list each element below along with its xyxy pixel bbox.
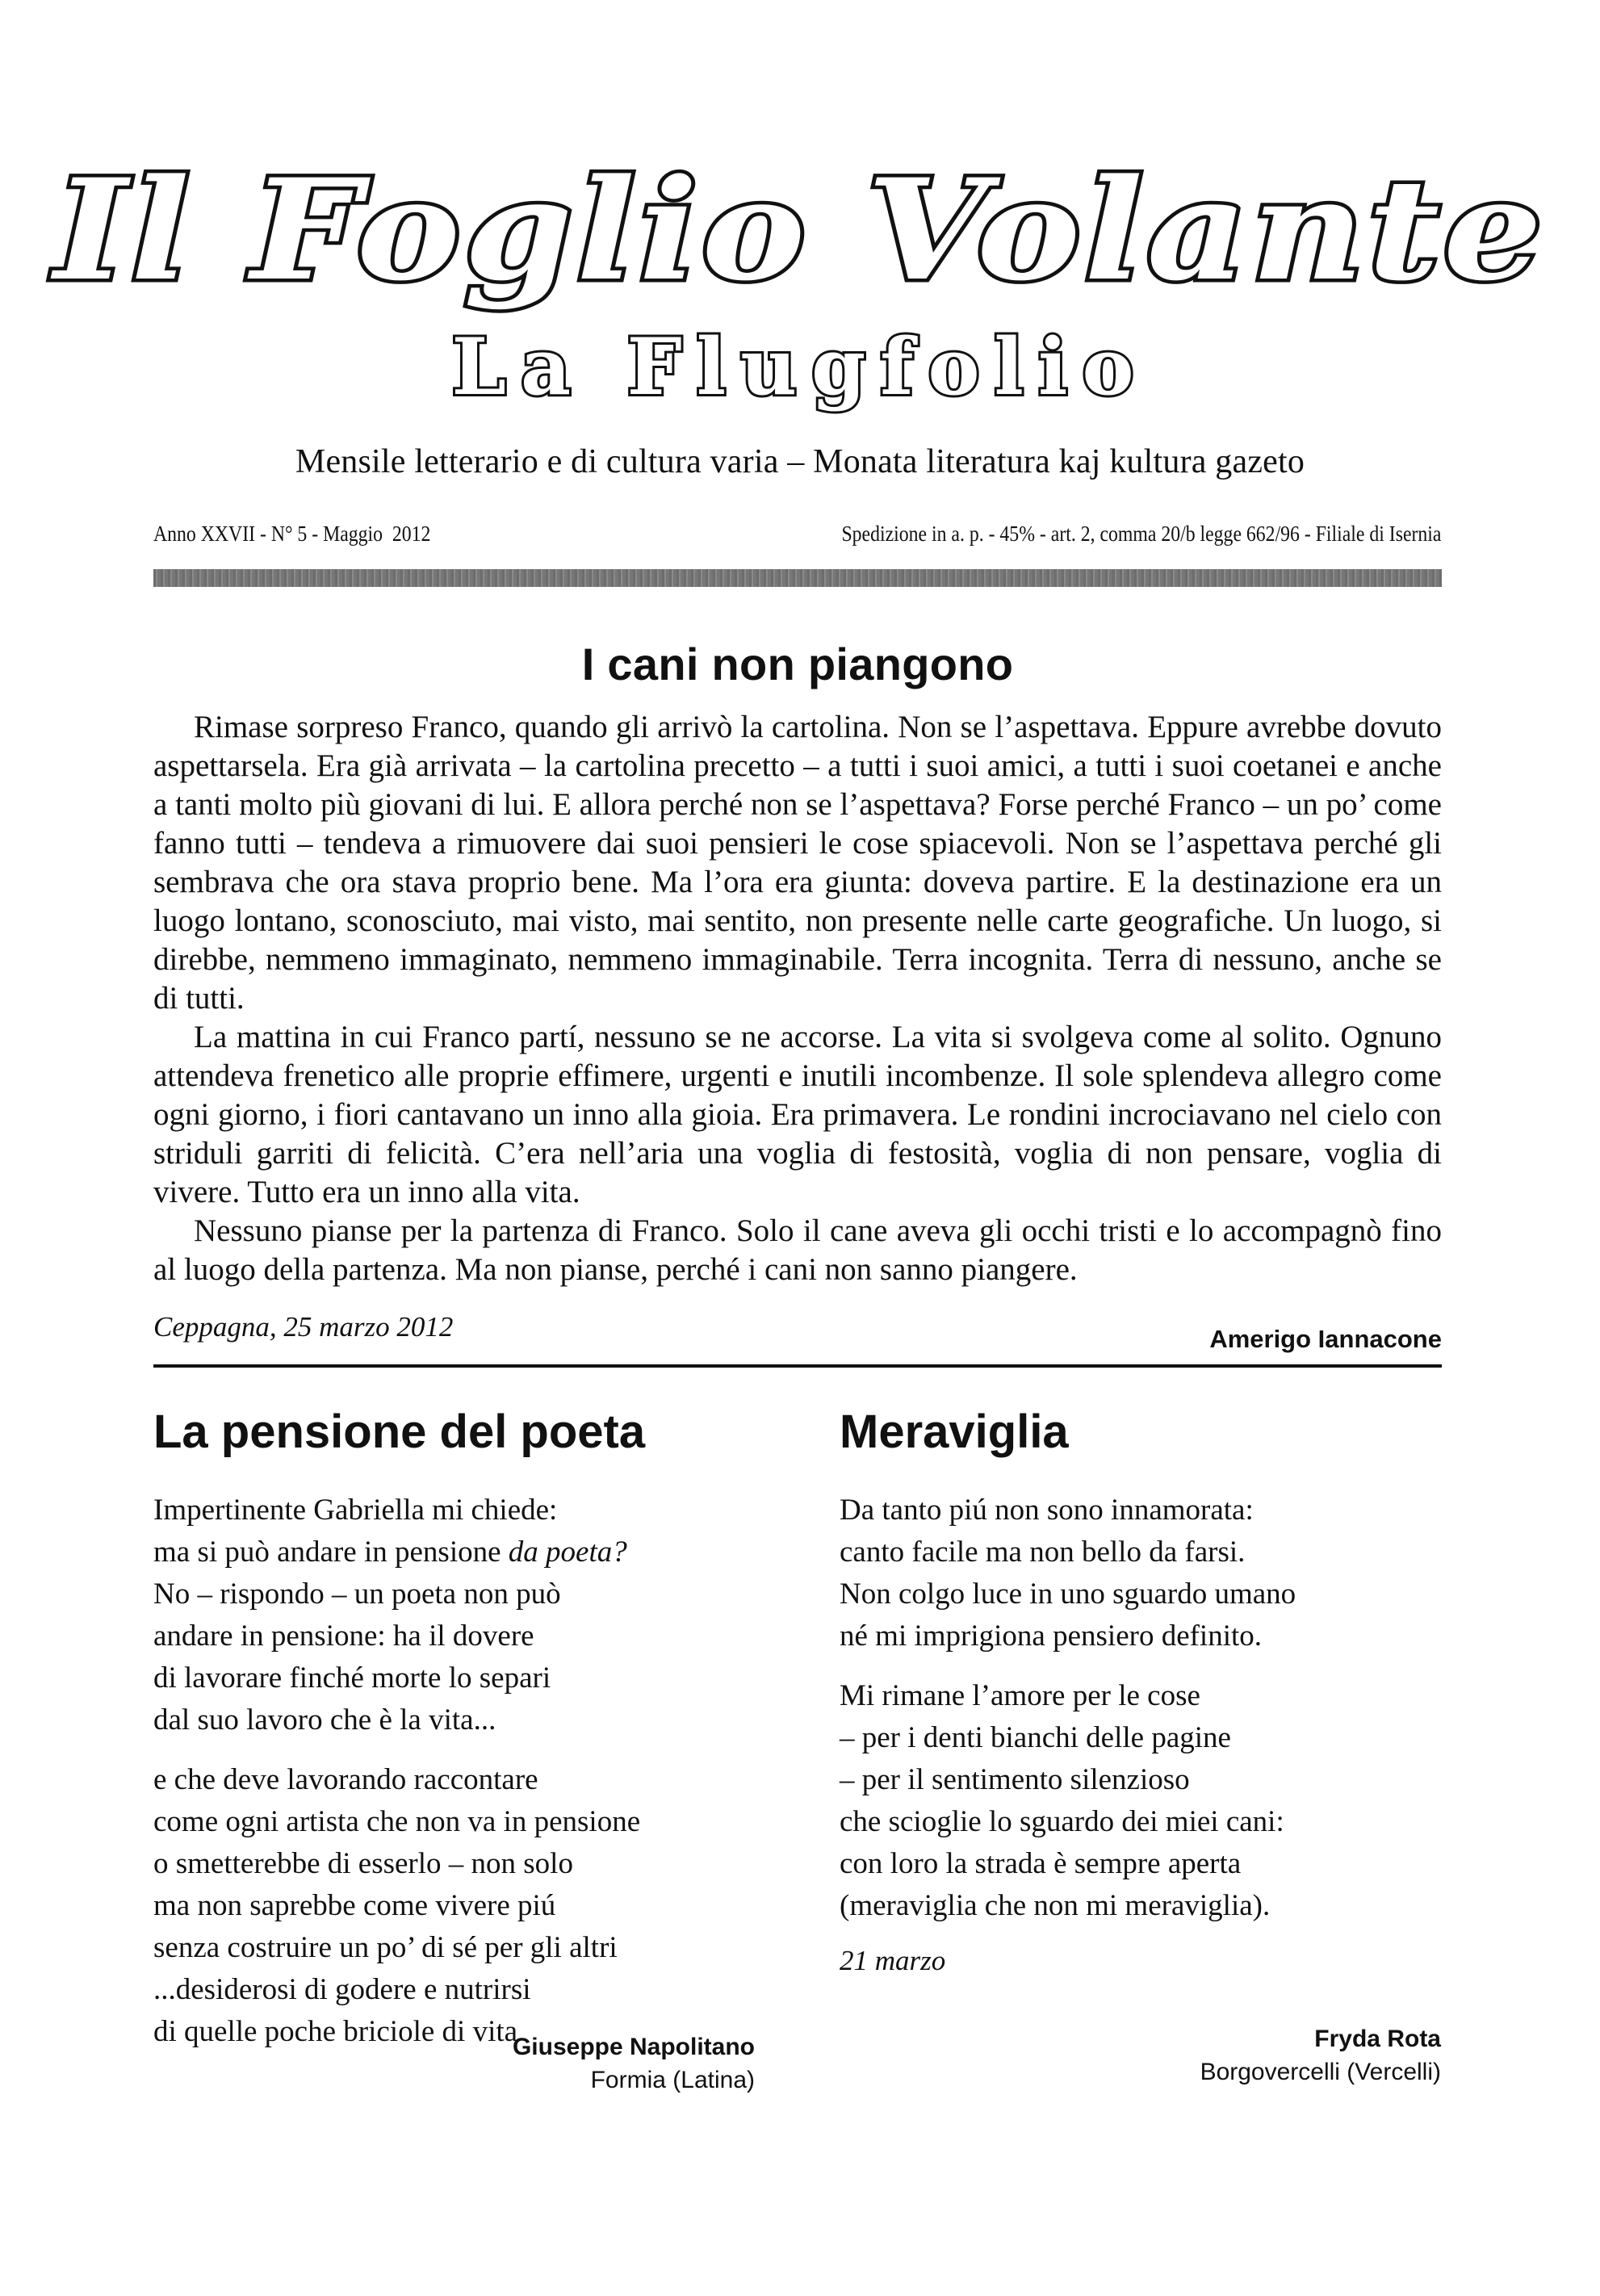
- poem-line: di quelle poche briciole di vita: [153, 2015, 518, 2048]
- poem-pensione-credit: [396, 2030, 755, 2097]
- poem-author: Giuseppe Napolitano: [512, 2034, 755, 2060]
- article-signoff: [153, 1311, 1442, 1353]
- poem-stanza: [153, 1489, 799, 1741]
- poem-place: Formia (Latina): [590, 2067, 755, 2093]
- article-title: I cani non piangono: [581, 639, 1014, 689]
- poem-line: senza costruire un po’ di sé per gli altri: [153, 1931, 618, 1964]
- poem-date: 21 marzo: [840, 1945, 946, 1976]
- issue-number: Anno XXVII - N° 5 - Maggio 2012: [153, 522, 431, 546]
- poem-pensione: [153, 1405, 799, 2053]
- poem-line: Impertinente Gabriella mi chiede:: [153, 1494, 558, 1527]
- article-author: Amerigo Iannacone: [1209, 1325, 1442, 1353]
- article-paragraph: La mattina in cui Franco partí, nessuno se ne accorse. La vita si svolgeva come al solito. Ognuno attendeva frenetico alle proprie effimere, urgenti e inutili incombenze. Il sole splendeva allegro come ogni giorno, i fiori cantavano un inno alla gioia. Era primavera. Le rondini incrociavano nel cielo con striduli garriti di felicità. C’era nell’aria una voglia di festosità, voglia di non pensare, voglia di vivere. Tutto era un inno alla vita.: [153, 1020, 1442, 1209]
- poem-italic-phrase: da poeta?: [508, 1536, 627, 1569]
- poem-line: dal suo lavoro che è la vita...: [153, 1703, 496, 1737]
- masthead-title: Il Foglio Volante: [54, 149, 1546, 312]
- poem-line: Non colgo luce in uno sguardo umano: [840, 1577, 1296, 1611]
- header-divider: [153, 569, 1442, 587]
- poem-line: che scioglie lo sguardo dei miei cani:: [840, 1805, 1284, 1838]
- poem-title: La pensione del poeta: [153, 1406, 646, 1458]
- poem-line: – per il sentimento silenzioso: [840, 1763, 1190, 1796]
- poem-line: andare in pensione: ha il dovere: [153, 1619, 534, 1653]
- issue-info-bar: [153, 522, 1441, 547]
- article: [153, 638, 1442, 1289]
- poem-line: né mi imprigiona pensiero definito.: [840, 1619, 1263, 1653]
- poem-meraviglia: [840, 1405, 1453, 1977]
- poem-line: Da tanto piú non sono innamorata:: [840, 1494, 1254, 1527]
- tagline: Mensile letterario e di cultura varia – Monata literatura kaj kultura gazeto: [295, 443, 1305, 480]
- poem-stanza: [153, 1759, 799, 2053]
- article-place-date: Ceppagna, 25 marzo 2012: [153, 1311, 454, 1343]
- poem-line: Mi rimane l’amore per le cose: [840, 1679, 1200, 1712]
- poem-author: Fryda Rota: [1314, 2026, 1441, 2052]
- poem-line: (meraviglia che non mi meraviglia).: [840, 1889, 1271, 1922]
- poem-line: – per i denti bianchi delle pagine: [840, 1721, 1231, 1754]
- poem-line: ma non saprebbe come vivere piú: [153, 1889, 556, 1922]
- poem-line: di lavorare finché morte lo separi: [153, 1661, 551, 1695]
- poem-title: Meraviglia: [840, 1406, 1069, 1458]
- poem-meraviglia-credit: [1082, 2022, 1441, 2089]
- poem-line: No – rispondo – un poeta non può: [153, 1577, 561, 1611]
- poem-line: e che deve lavorando raccontare: [153, 1763, 538, 1796]
- postal-info: Spedizione in a. p. - 45% - art. 2, comma 20/b legge 662/96 - Filiale di Isernia: [841, 522, 1442, 546]
- poem-line: con loro la strada è sempre aperta: [840, 1847, 1242, 1880]
- poem-line: o smetterebbe di esserlo – non solo: [153, 1847, 573, 1880]
- masthead-logo: [0, 137, 1600, 428]
- article-paragraph: Nessuno pianse per la partenza di Franco. Solo il cane aveva gli occhi tristi e lo accompagnò fino al luogo della partenza. Ma non pianse, perché i cani non sanno piangere.: [153, 1213, 1442, 1287]
- poem-line: ...desiderosi di godere e nutrirsi: [153, 1973, 531, 2006]
- poem-line: come ogni artista che non va in pensione: [153, 1805, 641, 1838]
- poem-line: canto facile ma non bello da farsi.: [840, 1536, 1246, 1569]
- poem-line: ma si può andare in pensione da poeta?: [153, 1536, 627, 1569]
- poem-place: Borgovercelli (Vercelli): [1200, 2059, 1441, 2085]
- masthead-subtitle: La Flugfolio: [451, 321, 1149, 413]
- section-divider: [153, 1364, 1442, 1368]
- article-paragraph: Rimase sorpreso Franco, quando gli arrivò la cartolina. Non se l’aspettava. Eppure avrebbe dovuto aspettarsela. Era già arrivata – la cartolina precetto – a tutti i suoi amici, a tutti i suoi coetanei e anche a tanti molto più giovani di lui. E allora perché non se l’aspettava? Forse perché Franco – un po’ come fanno tutti – tendeva a rimuovere dai suoi pensieri le cose spiacevoli. Non se l’aspettava perché gli sembrava che ora stava proprio bene. Ma l’ora era giunta: doveva partire. E la destinazione era un luogo lontano, sconosciuto, mai visto, mai sentito, non presente nelle carte geografiche. Un luogo, si direbbe, nemmeno immaginato, nemmeno immaginabile. Terra incognita. Terra di nessuno, anche se di tutti.: [153, 710, 1442, 1016]
- poem-stanza: [840, 1675, 1453, 1927]
- poem-stanza: [840, 1489, 1453, 1657]
